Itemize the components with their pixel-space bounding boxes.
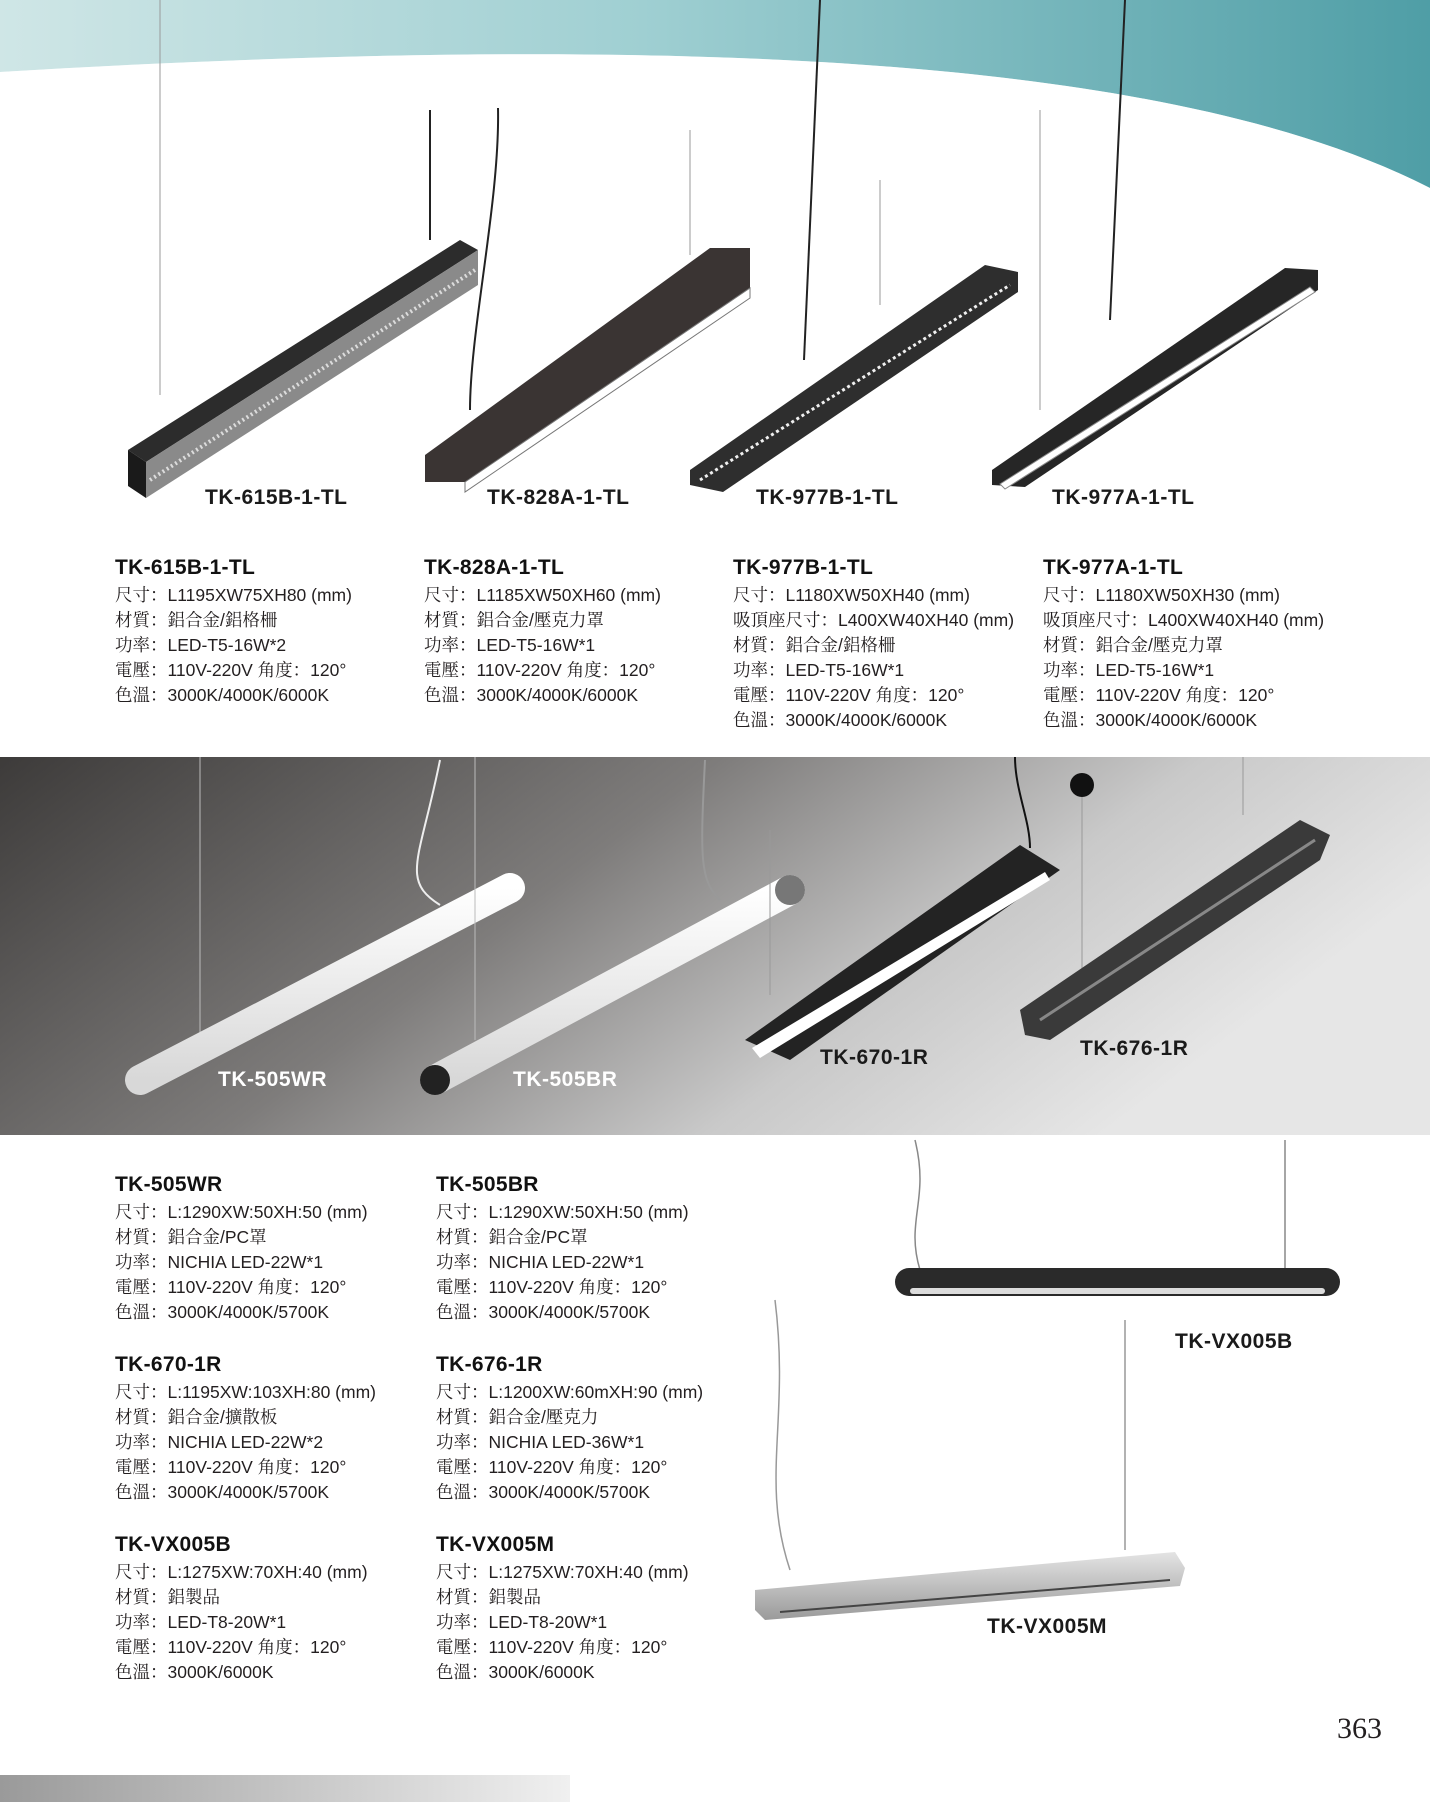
spec-line: 尺寸：L1195XW75XH80 (mm) [115,585,352,605]
spec-line: 電壓：110V-220V 角度：120° [115,660,347,680]
spec-line: 材質：鋁合金/壓克力 [436,1407,599,1427]
spec-line: 色溫：3000K/4000K/6000K [424,685,639,705]
spec-line: 吸頂座尺寸：L400XW40XH40 (mm) [733,610,1015,630]
spec-line: 材質：鋁合金/PC罩 [115,1227,267,1247]
spec-line: 色溫：3000K/6000K [115,1662,274,1682]
header-swoosh [0,0,1430,188]
spec-line: 材質：鋁製品 [115,1587,220,1607]
spec-line: 材質：鋁合金/壓克力罩 [1043,635,1223,655]
spec-line: 尺寸：L1180XW50XH30 (mm) [1043,585,1280,605]
spec-line: 尺寸：L:1275XW:70XH:40 (mm) [115,1562,368,1582]
spec-vx005b [115,1533,435,1685]
fixture-vx005b-image [895,1140,1340,1296]
product-name: TK-VX005M [436,1533,555,1556]
spec-line: 尺寸：L:1200XW:60mXH:90 (mm) [436,1382,704,1402]
spec-line: 電壓：110V-220V 角度：120° [115,1637,347,1657]
spec-line: 功率：LED-T8-20W*1 [115,1612,287,1632]
spec-line: 色溫：3000K/4000K/5700K [436,1302,651,1322]
spec-line: 色溫：3000K/4000K/5700K [115,1302,330,1322]
image-label-tk977b: TK-977B-1-TL [756,486,899,509]
spec-line: 色溫：3000K/6000K [436,1662,595,1682]
product-name: TK-670-1R [115,1353,222,1376]
spec-line: 色溫：3000K/4000K/6000K [115,685,330,705]
spec-line: 電壓：110V-220V 角度：120° [436,1277,668,1297]
spec-line: 材質：鋁合金/鋁格柵 [733,635,896,655]
product-name: TK-505WR [115,1173,223,1196]
image-label-tk828a: TK-828A-1-TL [487,486,630,509]
spec-tk615b [115,556,435,708]
spec-line: 電壓：110V-220V 角度：120° [424,660,656,680]
page-number: 363 [1337,1712,1382,1745]
spec-tk670 [115,1353,435,1505]
image-label-tk615b: TK-615B-1-TL [205,486,348,509]
spec-line: 功率：LED-T5-16W*1 [424,635,596,655]
spec-line: 吸頂座尺寸：L400XW40XH40 (mm) [1043,610,1325,630]
fixture-tk828a-image [425,108,750,492]
image-label-tk676: TK-676-1R [1080,1037,1189,1060]
spec-line: 材質：鋁合金/鋁格柵 [115,610,278,630]
product-name: TK-615B-1-TL [115,556,256,579]
spec-vx005m [436,1533,756,1685]
spec-tk505wr [115,1173,435,1325]
image-label-tk505wr: TK-505WR [218,1068,328,1091]
spec-line: 電壓：110V-220V 角度：120° [115,1457,347,1477]
spec-line: 電壓：110V-220V 角度：120° [436,1457,668,1477]
spec-line: 電壓：110V-220V 角度：120° [1043,685,1275,705]
product-name: TK-VX005B [115,1533,231,1556]
spec-line: 尺寸：L1180XW50XH40 (mm) [733,585,970,605]
spec-tk676 [436,1353,756,1505]
spec-tk828a [424,556,744,708]
spec-line: 電壓：110V-220V 角度：120° [115,1277,347,1297]
image-label-vx005b: TK-VX005B [1175,1330,1293,1353]
spec-line: 材質：鋁合金/壓克力罩 [424,610,604,630]
spec-line: 功率：LED-T8-20W*1 [436,1612,608,1632]
image-label-tk505br: TK-505BR [513,1068,618,1091]
product-name: TK-977A-1-TL [1043,556,1184,579]
spec-tk977a [1043,556,1363,733]
spec-line: 功率：NICHIA LED-22W*2 [115,1432,324,1452]
spec-line: 尺寸：L1185XW50XH60 (mm) [424,585,661,605]
spec-line: 功率：LED-T5-16W*2 [115,635,287,655]
spec-line: 功率：LED-T5-16W*1 [733,660,905,680]
spec-line: 功率：NICHIA LED-22W*1 [436,1252,645,1272]
spec-line: 色溫：3000K/4000K/5700K [115,1482,330,1502]
spec-line: 尺寸：L:1290XW:50XH:50 (mm) [436,1202,689,1222]
product-name: TK-828A-1-TL [424,556,565,579]
spec-line: 材質：鋁合金/PC罩 [436,1227,588,1247]
spec-line: 尺寸：L:1195XW:103XH:80 (mm) [115,1382,376,1402]
spec-line: 電壓：110V-220V 角度：120° [733,685,965,705]
product-name: TK-505BR [436,1173,539,1196]
spec-line: 色溫：3000K/4000K/6000K [1043,710,1258,730]
spec-tk977b [733,556,1053,733]
spec-line: 色溫：3000K/4000K/5700K [436,1482,651,1502]
image-label-tk977a: TK-977A-1-TL [1052,486,1195,509]
image-label-vx005m: TK-VX005M [987,1615,1108,1638]
spec-line: 功率：NICHIA LED-36W*1 [436,1432,645,1452]
spec-line: 色溫：3000K/4000K/6000K [733,710,948,730]
product-name: TK-977B-1-TL [733,556,874,579]
spec-line: 材質：鋁合金/擴散板 [115,1407,278,1427]
product-name: TK-676-1R [436,1353,543,1376]
spec-line: 功率：NICHIA LED-22W*1 [115,1252,324,1272]
footer-bar [0,1775,570,1802]
fixture-vx005m-image [755,1300,1185,1620]
spec-line: 功率：LED-T5-16W*1 [1043,660,1215,680]
spec-tk505br [436,1173,756,1325]
spec-line: 尺寸：L:1290XW:50XH:50 (mm) [115,1202,368,1222]
image-label-tk670: TK-670-1R [820,1046,929,1069]
spec-line: 材質：鋁製品 [436,1587,541,1607]
spec-line: 尺寸：L:1275XW:70XH:40 (mm) [436,1562,689,1582]
spec-line: 電壓：110V-220V 角度：120° [436,1637,668,1657]
